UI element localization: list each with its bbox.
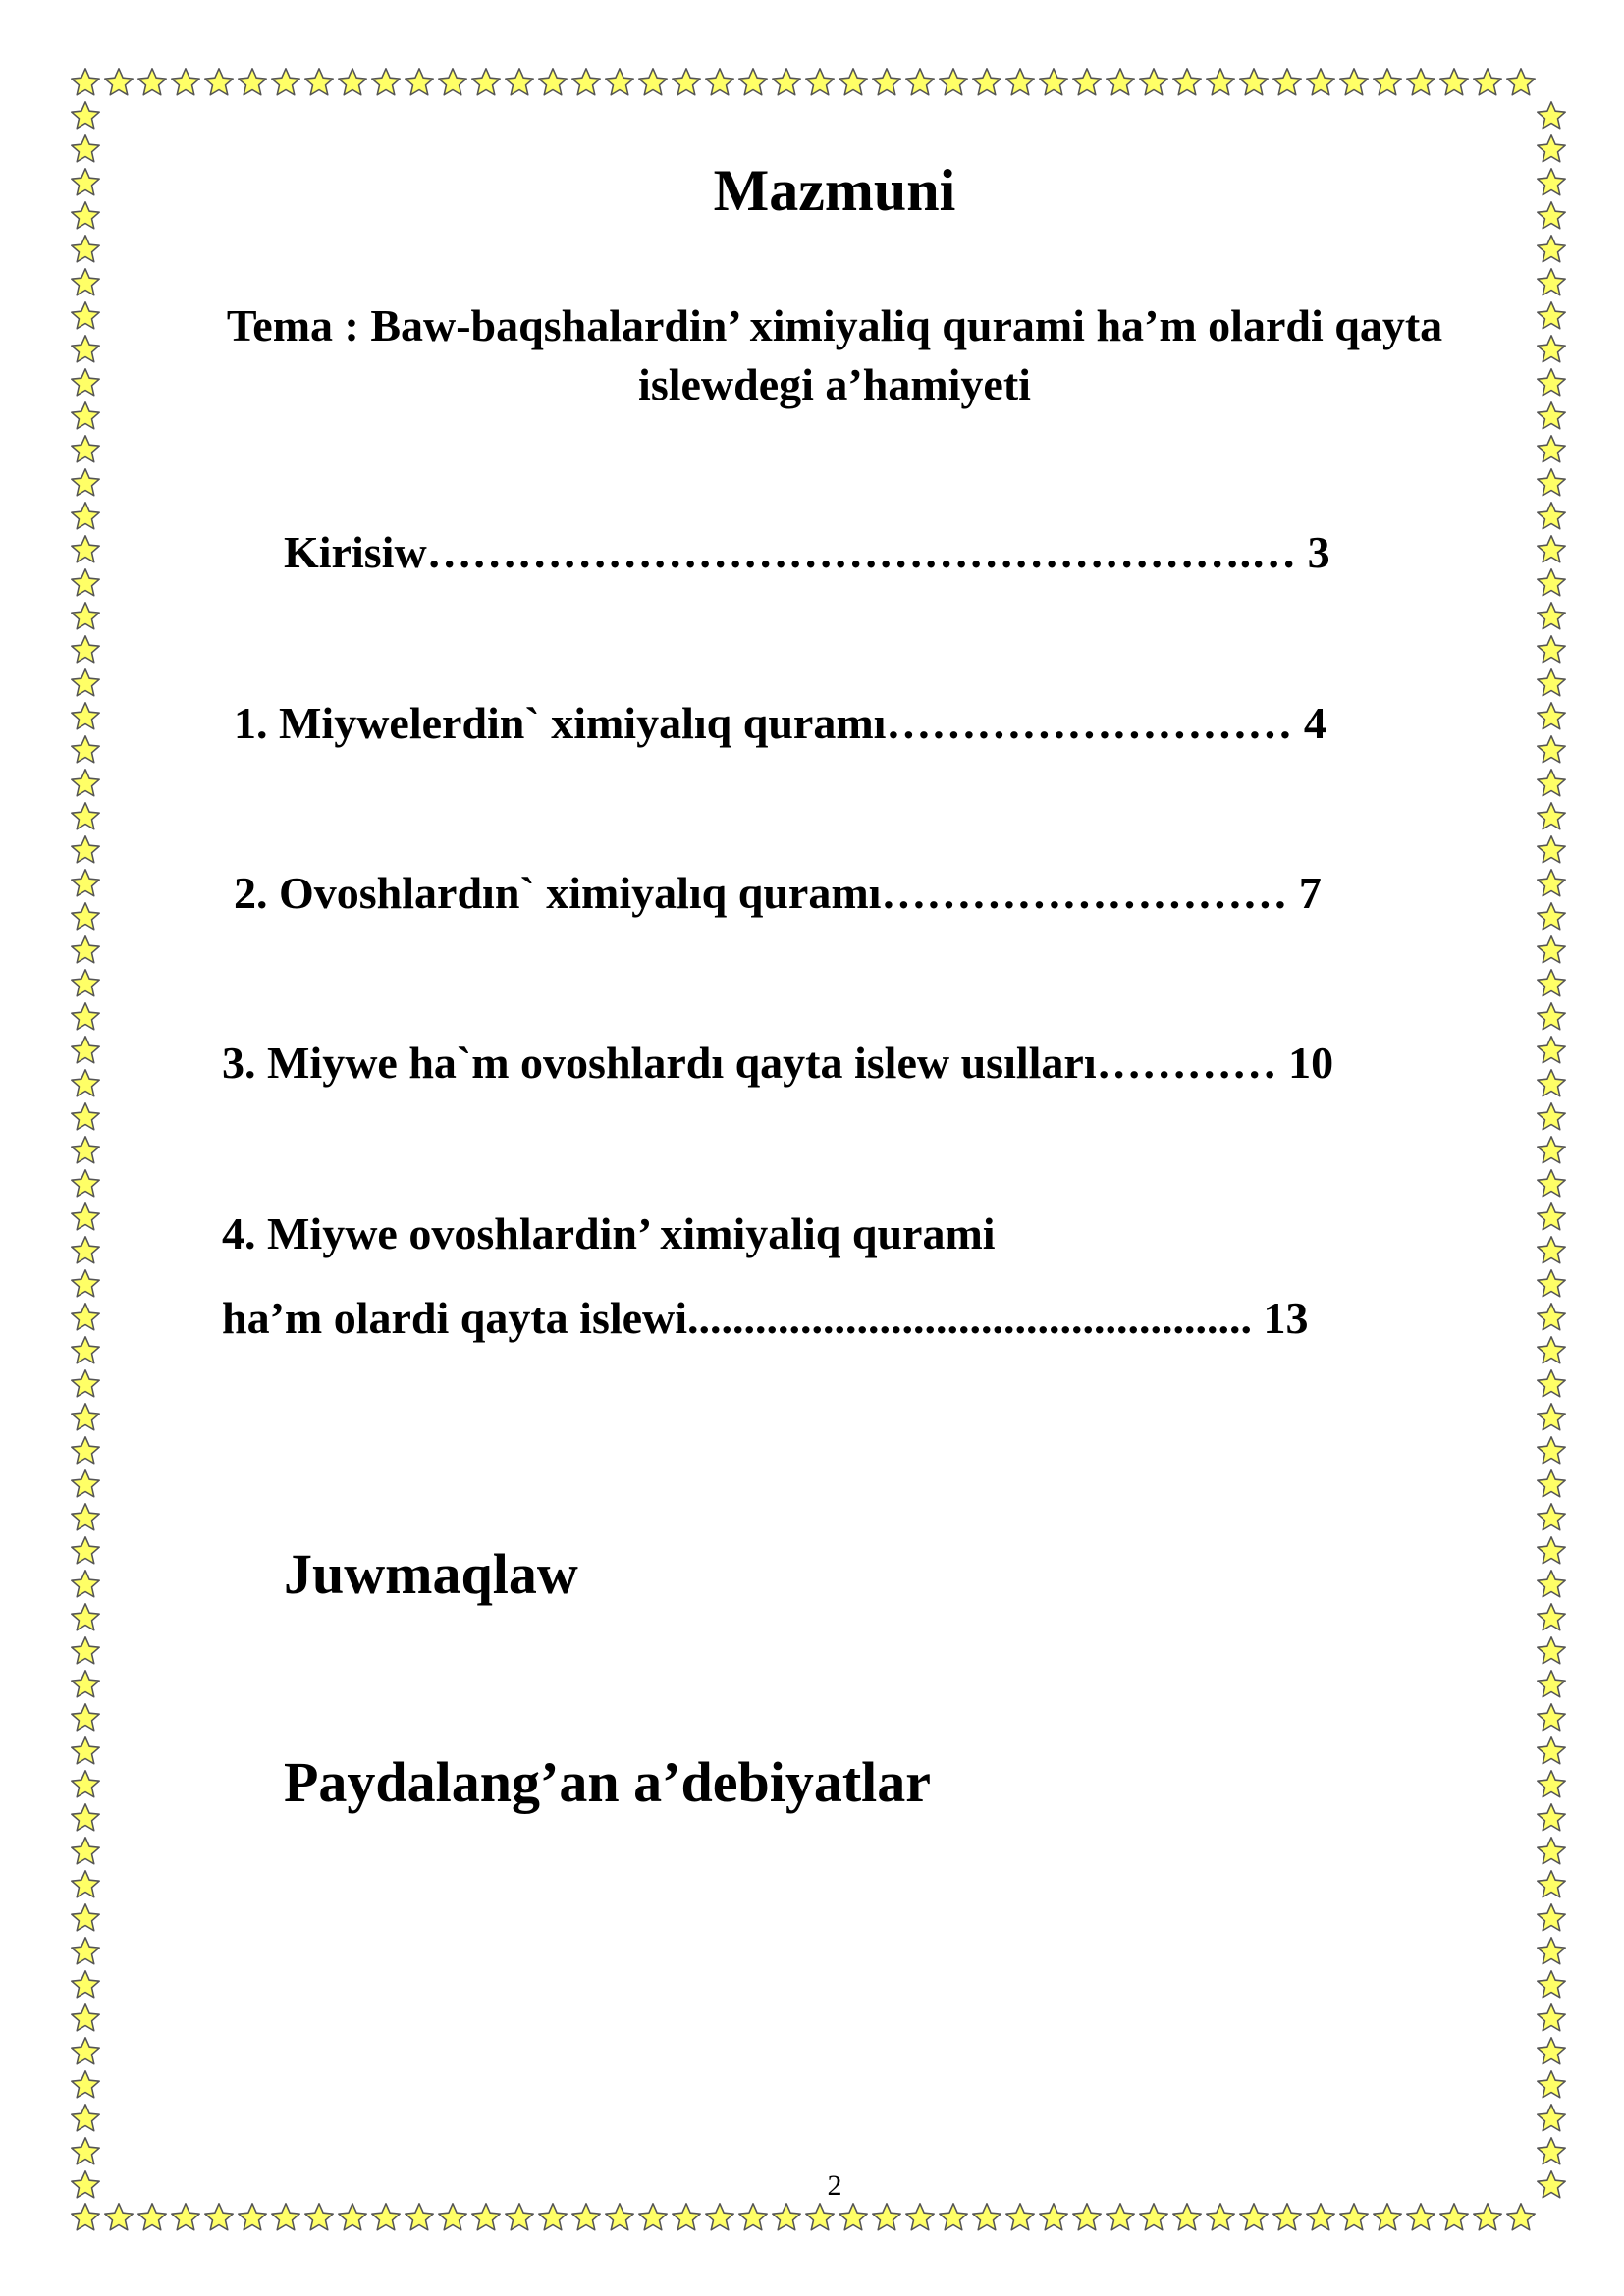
toc-entry-3: 3. Miywe ha`m ovoshlardı qayta islew usılları………… 10	[222, 1038, 1334, 1088]
toc-entry-2: 2. Ovoshlardın` ximiyalıq quramı……………………… 7	[234, 868, 1322, 918]
toc-entry-4-line-2: ha’m olardi qayta islewi.................................................. 13	[222, 1293, 1309, 1343]
toc-entry-4-line-1: 4. Miywe ovoshlardin’ ximiyaliq qurami	[222, 1208, 996, 1258]
conclusion-heading: Juwmaqlaw	[284, 1542, 578, 1606]
page-number: 2	[827, 2169, 842, 2202]
subject-heading: Tema : Baw-baqshalardin’ ximiyaliq qurami ha’m olardi qayta islewdegi a’hamiyeti	[226, 300, 1443, 409]
references-heading: Paydalang’an a’debiyatlar	[284, 1750, 931, 1814]
page-title: Mazmuni	[713, 158, 956, 223]
toc-entry-1: 1. Miywelerdin` ximiyalıq quramı……………………… 4	[234, 698, 1326, 748]
toc-entry-introduction: Kirisiw……………………………………………….… 3	[284, 527, 1330, 577]
